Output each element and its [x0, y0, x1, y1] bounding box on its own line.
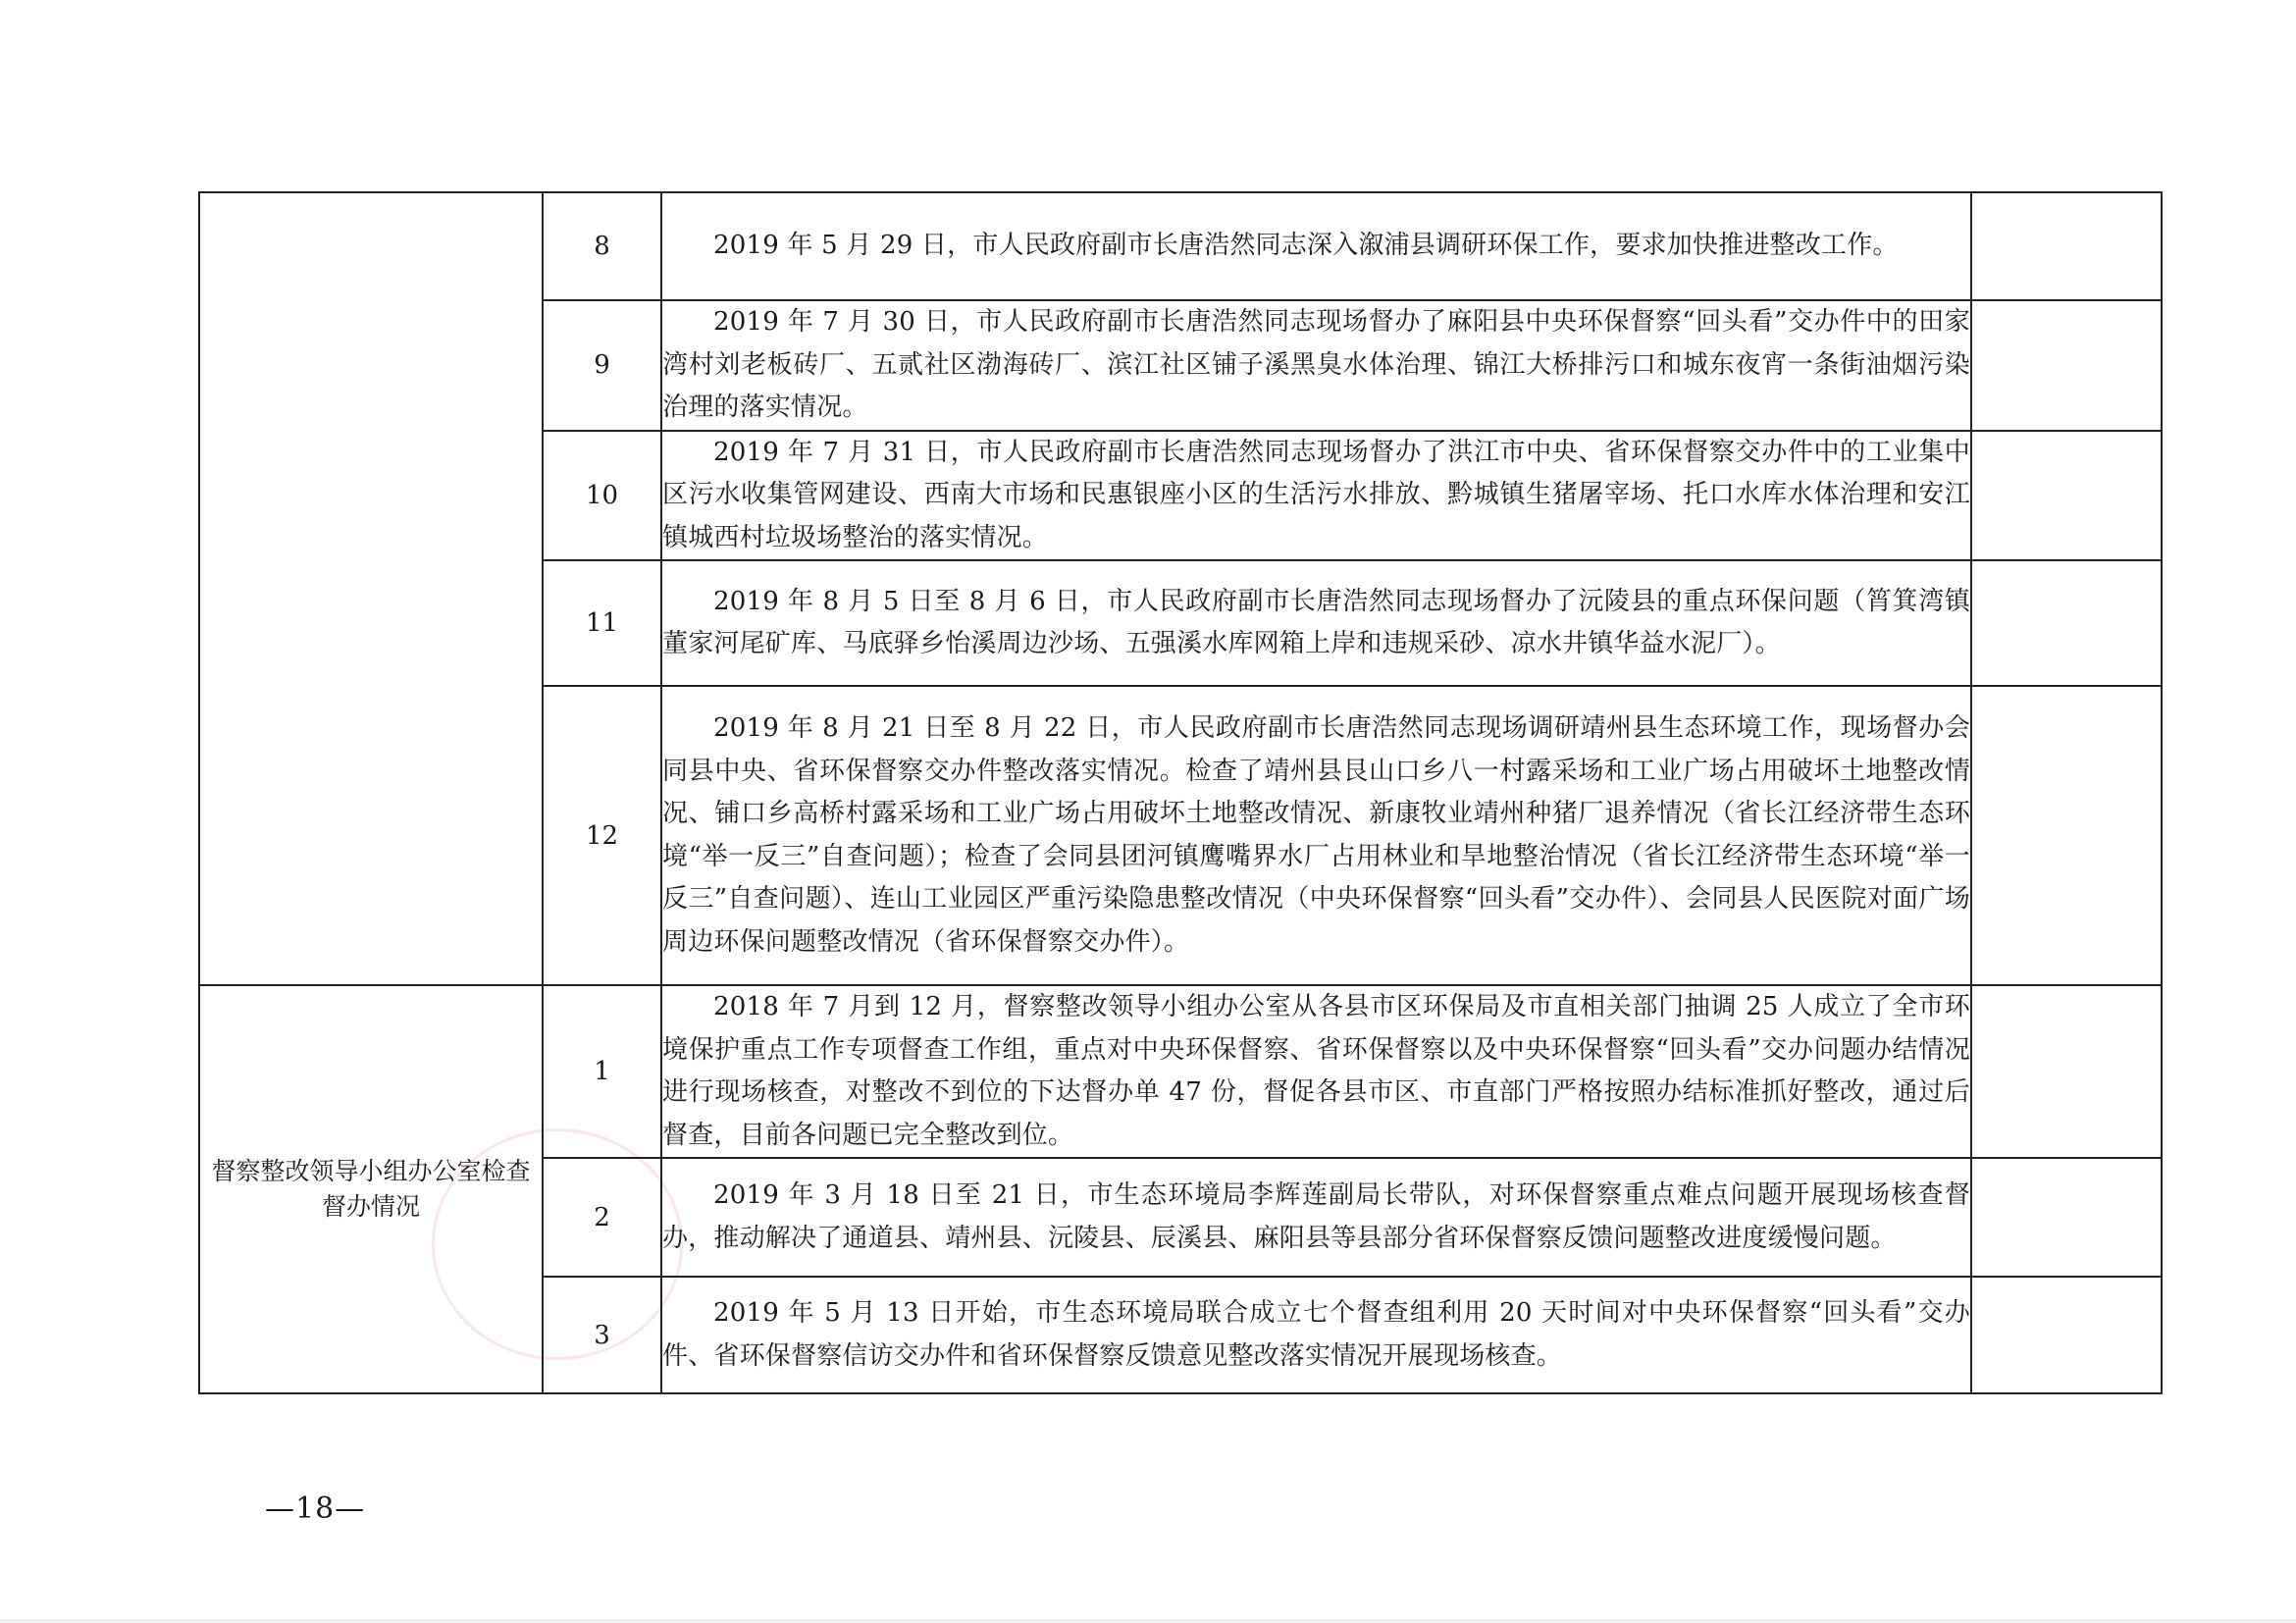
- row-content: 2019 年 8 月 21 日至 8 月 22 日，市人民政府副市长唐浩然同志现场调研靖州县生态环境工作，现场督办会同县中央、省环保督察交办件整改落实情况。检查了靖州县艮山口乡八一村露采场和工业广场占用破坏土地整改情况、铺口乡高桥村露采场和工业广场占用破坏土地整改情况、新康牧业靖州种猪厂退养情况（省长江经济带生态环境“举一反三”自查问题）；检查了会同县团河镇鹰嘴界水厂占用林业和旱地整治情况（省长江经济带生态环境“举一反三”自查问题）、连山工业园区严重污染隐患整改情况（中央环保督察“回头看”交办件）、会同县人民医院对面广场周边环保问题整改情况（省环保督察交办件）。: [661, 686, 1971, 985]
- row-content: 2019 年 7 月 31 日，市人民政府副市长唐浩然同志现场督办了洪江市中央、省环保督察交办件中的工业集中区污水收集管网建设、西南大市场和民惠银座小区的生活污水排放、黔城镇生猪屠宰场、托口水库水体治理和安江镇城西村垃圾场整治的落实情况。: [661, 431, 1971, 561]
- remarks-cell: [1971, 560, 2162, 686]
- remarks-cell: [1971, 300, 2162, 431]
- page-number: —18—: [265, 1492, 366, 1526]
- row-content: 2018 年 7 月到 12 月，督察整改领导小组办公室从各县市区环保局及市直相关部门抽调 25 人成立了全市环境保护重点工作专项督查工作组，重点对中央环保督察、省环保督察以及中央环保督察“回头看”交办问题办结情况进行现场核查，对整改不到位的下达督办单 47 份，督促各县市区、市直部门严格按照办结标准抓好整改，通过后督查，目前各问题已完全整改到位。: [661, 985, 1971, 1158]
- row-number: 11: [543, 560, 661, 686]
- row-number: 9: [543, 300, 661, 431]
- category-cell: 督察整改领导小组办公室检查督办情况: [199, 985, 543, 1393]
- scan-edge: [0, 1619, 2296, 1623]
- row-number: 1: [543, 985, 661, 1158]
- category-cell: [199, 192, 543, 985]
- row-content: 2019 年 3 月 18 日至 21 日，市生态环境局李辉莲副局长带队，对环保督察重点难点问题开展现场核查督办，推动解决了通道县、靖州县、沅陵县、辰溪县、麻阳县等县部分省环保督察反馈问题整改进度缓慢问题。: [661, 1158, 1971, 1277]
- row-number: 8: [543, 192, 661, 300]
- row-number: 12: [543, 686, 661, 985]
- remarks-cell: [1971, 192, 2162, 300]
- row-content: 2019 年 7 月 30 日，市人民政府副市长唐浩然同志现场督办了麻阳县中央环保督察“回头看”交办件中的田家湾村刘老板砖厂、五贰社区渤海砖厂、滨江社区铺子溪黑臭水体治理、锦江大桥排污口和城东夜宵一条街油烟污染治理的落实情况。: [661, 300, 1971, 431]
- row-number: 2: [543, 1158, 661, 1277]
- row-content: 2019 年 8 月 5 日至 8 月 6 日，市人民政府副市长唐浩然同志现场督办了沅陵县的重点环保问题（筲箕湾镇董家河尾矿库、马底驿乡怡溪周边沙场、五强溪水库网箱上岸和违规采砂、凉水井镇华益水泥厂）。: [661, 560, 1971, 686]
- row-number: 3: [543, 1277, 661, 1393]
- table-row: [199, 192, 2162, 300]
- report-table: [198, 191, 2163, 1394]
- remarks-cell: [1971, 985, 2162, 1158]
- table-row: [199, 985, 2162, 1158]
- row-number: 10: [543, 431, 661, 561]
- remarks-cell: [1971, 431, 2162, 561]
- row-content: 2019 年 5 月 13 日开始，市生态环境局联合成立七个督查组利用 20 天时间对中央环保督察“回头看”交办件、省环保督察信访交办件和省环保督察反馈意见整改落实情况开展现场核查。: [661, 1277, 1971, 1393]
- remarks-cell: [1971, 1158, 2162, 1277]
- remarks-cell: [1971, 1277, 2162, 1393]
- remarks-cell: [1971, 686, 2162, 985]
- row-content: 2019 年 5 月 29 日，市人民政府副市长唐浩然同志深入溆浦县调研环保工作，要求加快推进整改工作。: [661, 192, 1971, 300]
